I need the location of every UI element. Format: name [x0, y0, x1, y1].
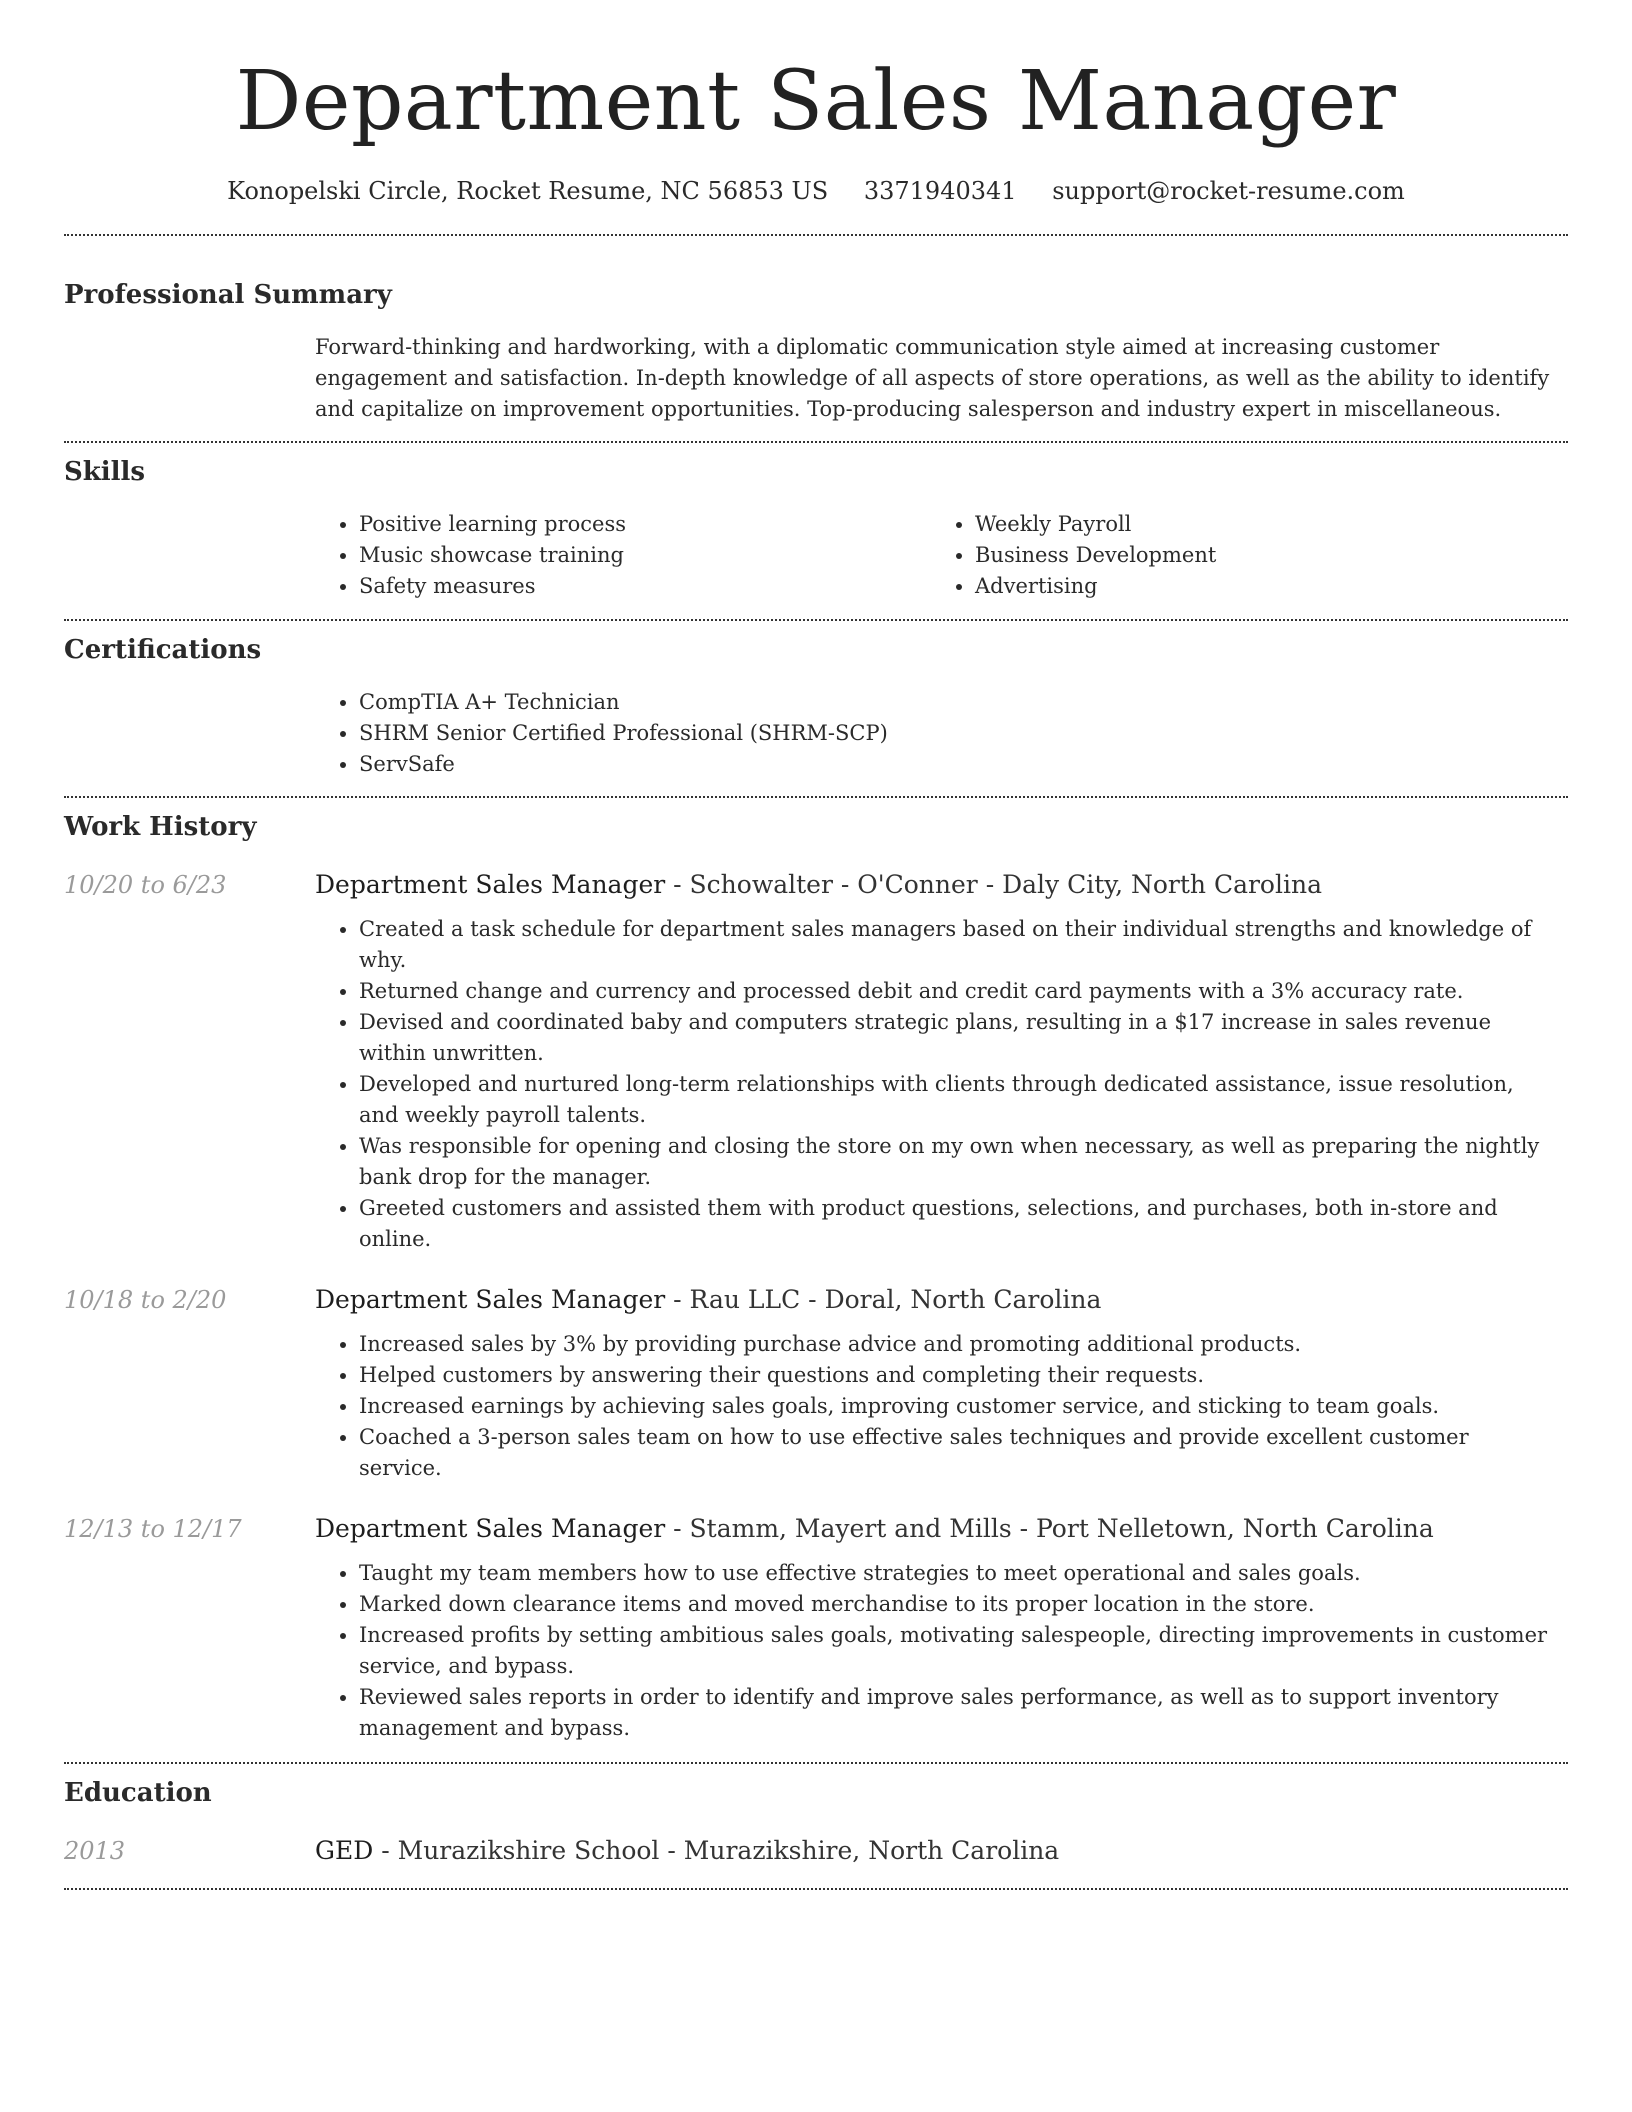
education-section [64, 1776, 1568, 1868]
contact-email: support@rocket-resume.com [1052, 177, 1405, 205]
skills-column-right [931, 509, 1547, 602]
certification-item: • SHRM Senior Certified Professional (SHRM-SCP) [359, 718, 1568, 749]
job-bullet: • Increased sales by 3% by providing purchase advice and promoting additional products. [359, 1329, 1548, 1360]
job-bullet: • Increased earnings by achieving sales goals, improving customer service, and sticking to team goals. [359, 1391, 1548, 1422]
education-year: 2013 [64, 1837, 126, 1865]
job-bullet: • Reviewed sales reports in order to identify and improve sales performance, as well as to support inventory management and bypass. [359, 1682, 1548, 1744]
summary-title: Professional Summary [64, 280, 392, 310]
education-title: Education [64, 1778, 212, 1808]
contact-phone: 3371940341 [863, 177, 1017, 205]
summary-divider [64, 441, 1568, 443]
certifications-section [64, 633, 1568, 780]
education-title-line [315, 1834, 1568, 1868]
job-role: Department Sales Manager [315, 870, 666, 899]
candidate-name: Department Sales Manager [235, 54, 1397, 149]
education-entry [64, 1834, 1568, 1868]
job-dates: 10/20 to 6/23 [64, 871, 227, 899]
job-details: - Schowalter - O'Conner - Daly City, North Carolina [665, 870, 1322, 899]
certification-item: • ServSafe [359, 749, 1568, 780]
work-history-title: Work History [64, 812, 257, 842]
job-entry [64, 1512, 1568, 1744]
job-bullet: • Devised and coordinated baby and computers strategic plans, resulting in a $17 increase in sales revenue within unwritten. [359, 1007, 1548, 1069]
job-role: Department Sales Manager [315, 1285, 666, 1314]
work-history-section [64, 810, 1568, 1744]
work-history-divider [64, 1762, 1568, 1764]
skill-item: • Business Development [975, 540, 1547, 571]
skills-column-left [315, 509, 931, 602]
job-bullet: • Developed and nurtured long-term relationships with clients through dedicated assistance, issue resolution, and weekly payroll talents. [359, 1069, 1548, 1131]
skills-title: Skills [64, 457, 146, 487]
job-entry [64, 1283, 1568, 1484]
certifications-title: Certifications [64, 635, 262, 665]
skill-item: • Positive learning process [359, 509, 931, 540]
job-entry [64, 868, 1568, 1255]
job-bullet: • Taught my team members how to use effective strategies to meet operational and sales goals. [359, 1558, 1548, 1589]
contact-address: Konopelski Circle, Rocket Resume, NC 56853 US [227, 177, 829, 205]
contact-line [64, 174, 1568, 208]
job-dates: 10/18 to 2/20 [64, 1286, 227, 1314]
skill-item: • Safety measures [359, 571, 931, 602]
certifications-divider [64, 796, 1568, 798]
job-bullet: • Returned change and currency and processed debit and credit card payments with a 3% accuracy rate. [359, 976, 1548, 1007]
job-role: Department Sales Manager [315, 1514, 666, 1543]
skill-item: • Music showcase training [359, 540, 931, 571]
education-degree: GED [315, 1836, 374, 1865]
job-bullet: • Helped customers by answering their questions and completing their requests. [359, 1360, 1548, 1391]
job-bullet: • Was responsible for opening and closing the store on my own when necessary, as well as preparing the nightly bank drop for the manager. [359, 1131, 1548, 1193]
header-divider [64, 234, 1568, 236]
summary-text: Forward-thinking and hardworking, with a diplomatic communication style aimed at increasing customer engagement and satisfaction. In-depth knowledge of all aspects of store operations, as well as the ability to identify and capitalize on improvement opportunities. Top-producing salesperson and industry expert in miscellaneous. [315, 335, 1550, 421]
job-title [315, 1283, 1568, 1317]
skill-item: • Weekly Payroll [975, 509, 1547, 540]
certification-item: • CompTIA A+ Technician [359, 687, 1568, 718]
skills-section [64, 455, 1568, 602]
job-details: - Stamm, Mayert and Mills - Port Nelletown, North Carolina [665, 1514, 1434, 1543]
job-details: - Rau LLC - Doral, North Carolina [665, 1285, 1102, 1314]
job-bullet: • Greeted customers and assisted them with product questions, selections, and purchases, both in-store and online. [359, 1193, 1548, 1255]
job-bullet: • Coached a 3-person sales team on how to use effective sales techniques and provide excellent customer service. [359, 1422, 1548, 1484]
education-details: - Murazikshire School - Murazikshire, North Carolina [373, 1836, 1060, 1865]
skill-item: • Advertising [975, 571, 1547, 602]
job-dates: 12/13 to 12/17 [64, 1515, 242, 1543]
job-bullet: • Increased profits by setting ambitious sales goals, motivating salespeople, directing improvements in customer service, and bypass. [359, 1620, 1548, 1682]
education-divider [64, 1888, 1568, 1890]
job-bullet: • Marked down clearance items and moved merchandise to its proper location in the store. [359, 1589, 1548, 1620]
summary-section [64, 278, 1568, 425]
job-bullet: • Created a task schedule for department sales managers based on their individual strengths and knowledge of why. [359, 914, 1548, 976]
job-title [315, 868, 1568, 902]
skills-divider [64, 619, 1568, 621]
job-title [315, 1512, 1568, 1546]
